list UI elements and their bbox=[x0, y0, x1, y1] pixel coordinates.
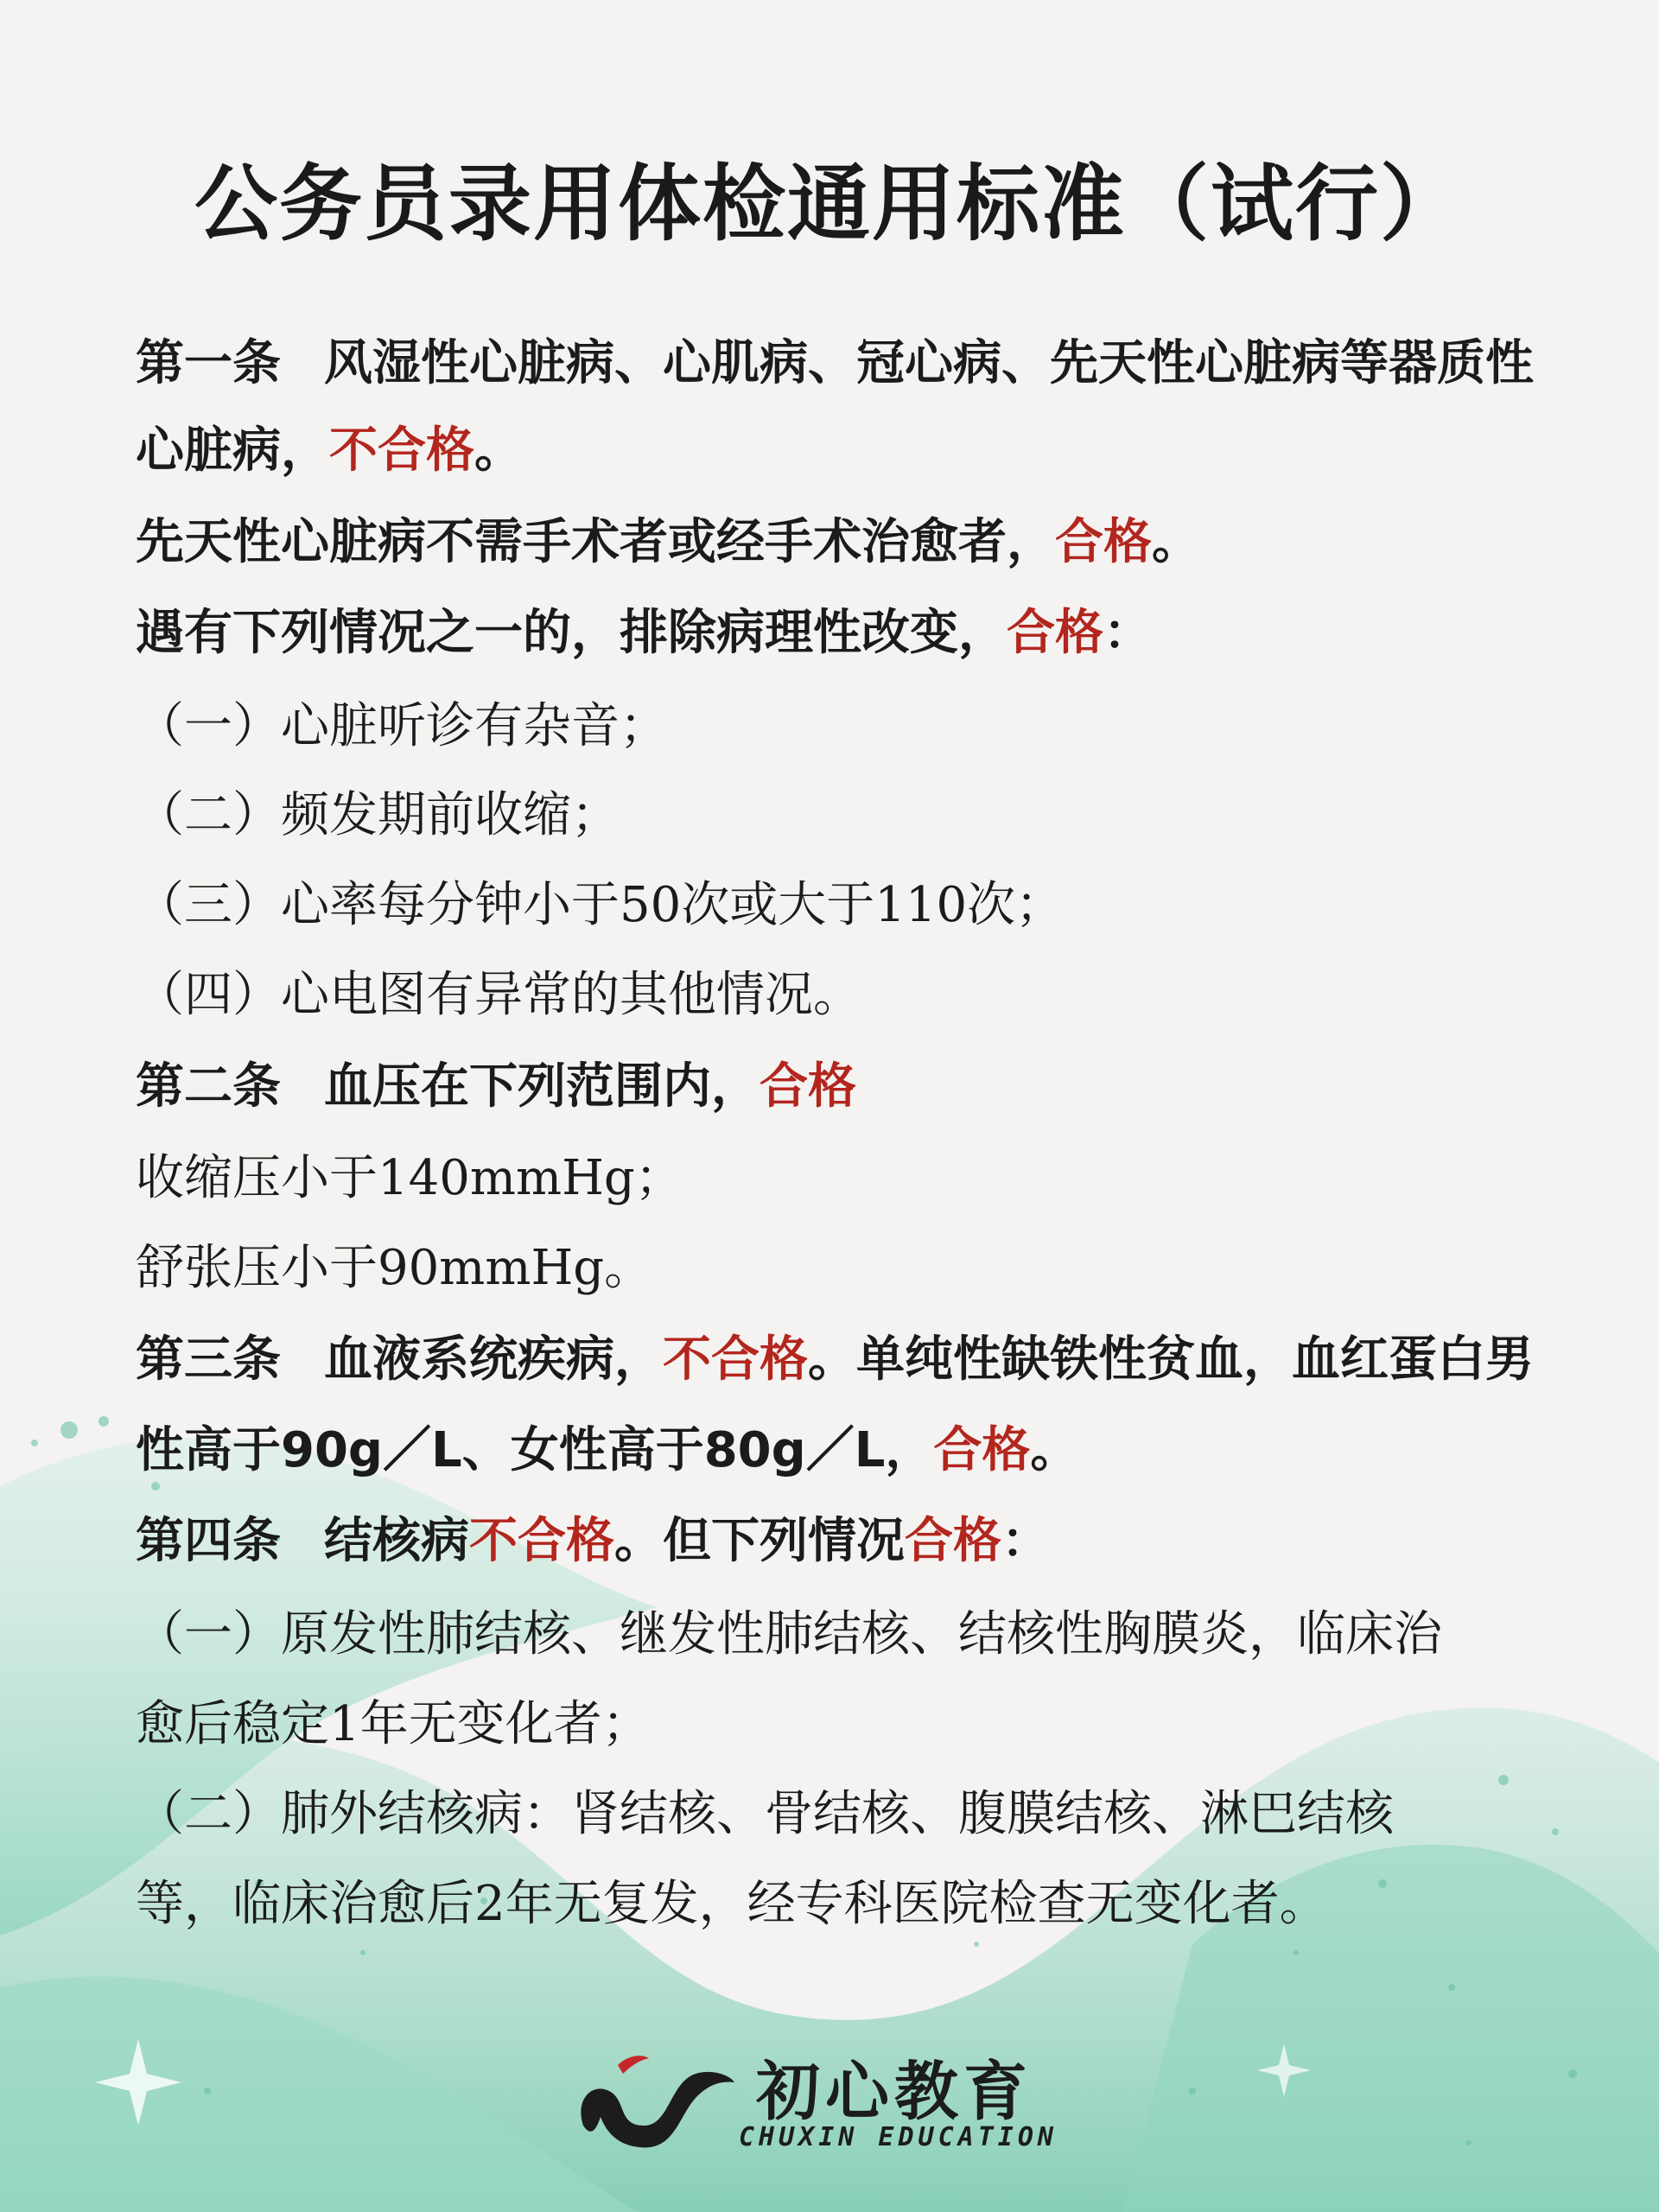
verdict-unqualified: 不合格 bbox=[469, 1513, 614, 1569]
verdict-qualified: 合格 bbox=[933, 1422, 1031, 1478]
article-2-item-1: 收缩压小于140mmHg； bbox=[136, 1150, 683, 1206]
article-1-item-4: （四）心电图有异常的其他情况。 bbox=[136, 967, 861, 1023]
punct: 。 bbox=[1030, 1422, 1079, 1478]
article-1-line-4-text: 遇有下列情况之一的，排除病理性改变， bbox=[136, 605, 1007, 661]
article-1-item-1: （一）心脏听诊有杂音； bbox=[136, 698, 668, 754]
article-3-label: 第三条 bbox=[136, 1332, 281, 1388]
article-2-item-2: 舒张压小于90mmHg。 bbox=[136, 1240, 653, 1296]
article-1-line-2 bbox=[136, 420, 523, 482]
article-4-item-1-line-1: （一）原发性肺结核、继发性肺结核、结核性胸膜炎，临床治 bbox=[136, 1606, 1442, 1662]
article-1-label: 第一条 bbox=[136, 335, 281, 391]
brush-stroke-icon bbox=[566, 2031, 739, 2160]
article-1-item-2: （二）频发期前收缩； bbox=[136, 787, 620, 843]
punct: 。 bbox=[1152, 514, 1200, 570]
verdict-unqualified: 不合格 bbox=[329, 423, 474, 479]
brand-name: 初心教育 bbox=[756, 2055, 1033, 2129]
article-4-item-2-line-2: 等，临床治愈后2年无复发，经专科医院检查无变化者。 bbox=[136, 1876, 1328, 1932]
article-2-label: 第二条 bbox=[136, 1058, 281, 1115]
article-4-item-1-line-2: 愈后稳定1年无变化者； bbox=[136, 1696, 651, 1752]
article-4-label: 第四条 bbox=[136, 1513, 281, 1569]
article-1-line-3-text: 先天性心脏病不需手术者或经手术治愈者， bbox=[136, 514, 1055, 570]
article-3-text-cont: 。单纯性缺铁性贫血，血红蛋白男 bbox=[808, 1332, 1534, 1388]
page-title: 公务员录用体检通用标准（试行） bbox=[194, 156, 1465, 252]
verdict-unqualified: 不合格 bbox=[663, 1332, 808, 1388]
article-1-text: 风湿性心脏病、心肌病、冠心病、先天性心脏病等器质性 bbox=[324, 335, 1534, 391]
article-1-line-3 bbox=[136, 512, 1200, 574]
verdict-qualified: 合格 bbox=[760, 1058, 856, 1115]
punct: 。 bbox=[474, 423, 523, 479]
punct: ： bbox=[1103, 605, 1152, 661]
article-3-text: 血液系统疾病， bbox=[324, 1332, 663, 1388]
article-4-text-mid: 。但下列情况 bbox=[614, 1513, 905, 1569]
article-4-text: 结核病 bbox=[324, 1513, 469, 1569]
article-2-line-1 bbox=[136, 1056, 856, 1118]
article-1-item-3: （三）心率每分钟小于50次或大于110次； bbox=[136, 877, 1065, 933]
punct: ： bbox=[1001, 1513, 1050, 1569]
article-4-item-2-line-1: （二）肺外结核病：肾结核、骨结核、腹膜结核、淋巴结核 bbox=[136, 1786, 1394, 1842]
brand-logo bbox=[566, 2031, 1102, 2160]
article-3-line-2 bbox=[136, 1420, 1078, 1482]
article-1-line-1 bbox=[136, 333, 1534, 395]
article-3-line-1 bbox=[136, 1329, 1534, 1391]
article-1-line-4 bbox=[136, 602, 1152, 664]
verdict-qualified: 合格 bbox=[905, 1513, 1001, 1569]
verdict-qualified: 合格 bbox=[1055, 514, 1152, 570]
brand-english: CHUXIN EDUCATION bbox=[739, 2122, 1058, 2152]
article-2-text: 血压在下列范围内， bbox=[324, 1058, 760, 1115]
verdict-qualified: 合格 bbox=[1007, 605, 1103, 661]
article-4-line-1 bbox=[136, 1510, 1050, 1573]
article-3-line-2-text: 性高于90g／L、女性高于80g／L， bbox=[136, 1422, 934, 1478]
article-1-line-2-text: 心脏病， bbox=[136, 423, 329, 479]
